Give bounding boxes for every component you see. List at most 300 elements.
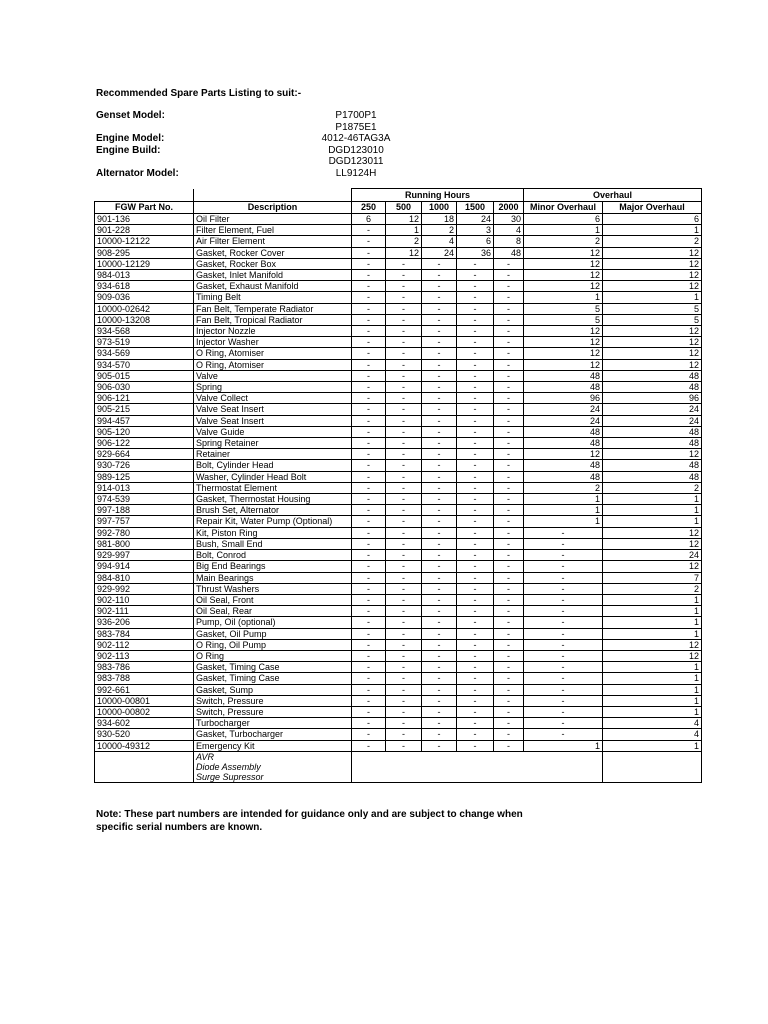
description-cell: Valve Seat Insert	[194, 404, 352, 415]
major-overhaul-cell: 2	[603, 236, 702, 247]
qty-250-cell: -	[352, 650, 386, 661]
part-number-cell: 983-784	[95, 628, 194, 639]
qty-250-cell: -	[352, 729, 386, 740]
major-overhaul-cell: 1	[603, 662, 702, 673]
part-number-cell: 10000-12122	[95, 236, 194, 247]
spare-parts-table	[94, 188, 702, 783]
major-overhaul-cell: 12	[603, 270, 702, 281]
description-cell: Bush, Small End	[194, 538, 352, 549]
hours-header: 1000	[422, 202, 457, 214]
description-cell: Filter Element, Fuel	[194, 225, 352, 236]
empty-cell	[352, 762, 386, 772]
description-cell: Retainer	[194, 449, 352, 460]
qty-250-cell: -	[352, 303, 386, 314]
empty-cell	[524, 772, 603, 783]
meta-value: DGD123011	[328, 156, 384, 167]
qty-1000-cell: -	[422, 527, 457, 538]
qty-250-cell: -	[352, 505, 386, 516]
qty-2000-cell: -	[494, 718, 524, 729]
part-number-cell: 934-618	[95, 281, 194, 292]
qty-250-cell: -	[352, 516, 386, 527]
part-number-cell: 930-520	[95, 729, 194, 740]
major-overhaul-cell: 12	[603, 650, 702, 661]
qty-2000-cell: -	[494, 337, 524, 348]
major-overhaul-cell: 12	[603, 348, 702, 359]
qty-1500-cell: -	[457, 740, 494, 751]
qty-1500-cell: -	[457, 662, 494, 673]
part-number-cell: 906-121	[95, 393, 194, 404]
empty-cell	[386, 762, 422, 772]
description-cell: Turbocharger	[194, 718, 352, 729]
qty-500-cell: -	[386, 684, 422, 695]
qty-1500-cell: -	[457, 393, 494, 404]
qty-1500-cell: -	[457, 572, 494, 583]
part-number-cell: 902-111	[95, 606, 194, 617]
empty-cell	[603, 762, 702, 772]
qty-1000-cell: -	[422, 650, 457, 661]
part-number-cell: 905-015	[95, 370, 194, 381]
qty-1000-cell: -	[422, 359, 457, 370]
qty-2000-cell: -	[494, 617, 524, 628]
part-number-cell: 984-810	[95, 572, 194, 583]
minor-overhaul-cell: -	[524, 684, 603, 695]
qty-2000-cell: -	[494, 583, 524, 594]
minor-overhaul-cell: 2	[524, 236, 603, 247]
description-cell: Valve Collect	[194, 393, 352, 404]
qty-1500-cell: -	[457, 684, 494, 695]
qty-1000-cell: -	[422, 684, 457, 695]
qty-1000-cell: -	[422, 706, 457, 717]
meta-label: Alternator Model:	[96, 167, 179, 179]
qty-500-cell: -	[386, 359, 422, 370]
table-row	[95, 404, 702, 415]
header-blank	[194, 189, 352, 202]
qty-1000-cell: -	[422, 606, 457, 617]
minor-overhaul-cell: 48	[524, 370, 603, 381]
qty-2000-cell: -	[494, 382, 524, 393]
table-row	[95, 639, 702, 650]
qty-250-cell: -	[352, 572, 386, 583]
description-cell: Gasket, Turbocharger	[194, 729, 352, 740]
qty-2000-cell: -	[494, 628, 524, 639]
minor-overhaul-cell: -	[524, 617, 603, 628]
empty-cell	[457, 751, 494, 762]
minor-overhaul-cell: 1	[524, 225, 603, 236]
part-number-cell: 936-206	[95, 617, 194, 628]
model-info	[96, 110, 516, 179]
table-row	[95, 292, 702, 303]
minor-overhaul-cell: 96	[524, 393, 603, 404]
qty-500-cell: 12	[386, 247, 422, 258]
empty-cell	[95, 762, 194, 772]
description-cell: Pump, Oil (optional)	[194, 617, 352, 628]
table-row	[95, 247, 702, 258]
avr-row	[95, 772, 702, 783]
qty-250-cell: -	[352, 527, 386, 538]
description-cell: O Ring, Oil Pump	[194, 639, 352, 650]
qty-250-cell: 6	[352, 214, 386, 225]
minor-overhaul-cell: 1	[524, 505, 603, 516]
qty-2000-cell: -	[494, 561, 524, 572]
meta-row-engine-build-2	[96, 156, 516, 168]
empty-cell	[422, 751, 457, 762]
table-row	[95, 505, 702, 516]
qty-500-cell: -	[386, 348, 422, 359]
major-overhaul-cell: 5	[603, 314, 702, 325]
qty-500-cell: -	[386, 729, 422, 740]
qty-500-cell: -	[386, 370, 422, 381]
qty-500-cell: -	[386, 393, 422, 404]
description-cell: Valve Guide	[194, 426, 352, 437]
part-number-cell: 983-786	[95, 662, 194, 673]
part-number-cell: 997-188	[95, 505, 194, 516]
hours-header: 2000	[494, 202, 524, 214]
qty-1000-cell: -	[422, 270, 457, 281]
qty-1500-cell: -	[457, 505, 494, 516]
qty-2000-cell: -	[494, 438, 524, 449]
qty-1000-cell: -	[422, 404, 457, 415]
qty-2000-cell: -	[494, 258, 524, 269]
table-row	[95, 326, 702, 337]
qty-2000-cell: 4	[494, 225, 524, 236]
qty-500-cell: -	[386, 594, 422, 605]
qty-500-cell: -	[386, 326, 422, 337]
major-overhaul-cell: 48	[603, 460, 702, 471]
minor-overhaul-cell: 48	[524, 382, 603, 393]
qty-250-cell: -	[352, 740, 386, 751]
description-cell: Thrust Washers	[194, 583, 352, 594]
qty-1500-cell: -	[457, 650, 494, 661]
qty-2000-cell: -	[494, 482, 524, 493]
qty-500-cell: -	[386, 706, 422, 717]
qty-500-cell: -	[386, 572, 422, 583]
minor-overhaul-cell: -	[524, 729, 603, 740]
qty-1000-cell: -	[422, 415, 457, 426]
hours-header: 500	[386, 202, 422, 214]
qty-500-cell: 1	[386, 225, 422, 236]
part-number-cell: 914-013	[95, 482, 194, 493]
qty-1000-cell: -	[422, 583, 457, 594]
qty-500-cell: -	[386, 628, 422, 639]
qty-2000-cell: -	[494, 527, 524, 538]
empty-cell	[95, 751, 194, 762]
empty-cell	[422, 772, 457, 783]
table-row	[95, 314, 702, 325]
qty-1500-cell: -	[457, 628, 494, 639]
qty-2000-cell: -	[494, 538, 524, 549]
qty-500-cell: -	[386, 382, 422, 393]
qty-1500-cell: -	[457, 426, 494, 437]
part-number-cell: 974-539	[95, 494, 194, 505]
major-overhaul-cell: 1	[603, 617, 702, 628]
part-number-cell: 902-112	[95, 639, 194, 650]
table-row	[95, 214, 702, 225]
qty-2000-cell: -	[494, 281, 524, 292]
description-cell: O Ring, Atomiser	[194, 348, 352, 359]
description-cell: Emergency Kit	[194, 740, 352, 751]
minor-overhaul-cell: 5	[524, 303, 603, 314]
description-cell: Gasket, Oil Pump	[194, 628, 352, 639]
qty-1000-cell: -	[422, 258, 457, 269]
qty-2000-cell: -	[494, 370, 524, 381]
empty-cell	[352, 772, 386, 783]
qty-500-cell: -	[386, 314, 422, 325]
major-overhaul-cell: 1	[603, 225, 702, 236]
qty-250-cell: -	[352, 236, 386, 247]
qty-250-cell: -	[352, 494, 386, 505]
qty-1000-cell: -	[422, 370, 457, 381]
minor-overhaul-cell: 48	[524, 471, 603, 482]
qty-1500-cell: -	[457, 258, 494, 269]
qty-2000-cell: -	[494, 460, 524, 471]
description-cell: Switch, Pressure	[194, 706, 352, 717]
major-overhaul-cell: 1	[603, 516, 702, 527]
qty-250-cell: -	[352, 292, 386, 303]
description-cell: Bolt, Cylinder Head	[194, 460, 352, 471]
avr-row	[95, 762, 702, 772]
qty-500-cell: -	[386, 527, 422, 538]
qty-2000-cell: -	[494, 695, 524, 706]
qty-1000-cell: -	[422, 438, 457, 449]
major-overhaul-cell: 48	[603, 370, 702, 381]
minor-overhaul-header: Minor Overhaul	[524, 202, 603, 214]
qty-250-cell: -	[352, 594, 386, 605]
description-cell: Repair Kit, Water Pump (Optional)	[194, 516, 352, 527]
qty-1500-cell: -	[457, 337, 494, 348]
qty-2000-cell: -	[494, 516, 524, 527]
empty-cell	[603, 772, 702, 783]
minor-overhaul-cell: -	[524, 550, 603, 561]
major-overhaul-cell: 1	[603, 695, 702, 706]
minor-overhaul-cell: 12	[524, 258, 603, 269]
qty-2000-cell: -	[494, 326, 524, 337]
qty-500-cell: -	[386, 404, 422, 415]
empty-cell	[494, 762, 524, 772]
description-cell: Washer, Cylinder Head Bolt	[194, 471, 352, 482]
qty-2000-cell: -	[494, 415, 524, 426]
description-cell: Gasket, Rocker Box	[194, 258, 352, 269]
qty-250-cell: -	[352, 550, 386, 561]
major-overhaul-cell: 4	[603, 729, 702, 740]
description-cell: Oil Seal, Rear	[194, 606, 352, 617]
description-cell: Injector Nozzle	[194, 326, 352, 337]
part-number-cell: 10000-49312	[95, 740, 194, 751]
qty-2000-cell: -	[494, 650, 524, 661]
qty-250-cell: -	[352, 370, 386, 381]
qty-1000-cell: -	[422, 628, 457, 639]
qty-2000-cell: -	[494, 673, 524, 684]
qty-1500-cell: -	[457, 718, 494, 729]
description-cell: Brush Set, Alternator	[194, 505, 352, 516]
table-row	[95, 370, 702, 381]
qty-2000-cell: -	[494, 404, 524, 415]
table-row	[95, 572, 702, 583]
major-overhaul-cell: 24	[603, 415, 702, 426]
qty-1000-cell: -	[422, 326, 457, 337]
part-number-cell: 983-788	[95, 673, 194, 684]
qty-500-cell: -	[386, 718, 422, 729]
qty-250-cell: -	[352, 684, 386, 695]
qty-2000-cell: -	[494, 449, 524, 460]
qty-1500-cell: -	[457, 527, 494, 538]
part-number-cell: 908-295	[95, 247, 194, 258]
qty-250-cell: -	[352, 718, 386, 729]
qty-1000-cell: -	[422, 393, 457, 404]
qty-1500-cell: -	[457, 482, 494, 493]
qty-500-cell: -	[386, 561, 422, 572]
major-overhaul-cell: 7	[603, 572, 702, 583]
qty-1000-cell: -	[422, 505, 457, 516]
qty-250-cell: -	[352, 404, 386, 415]
guidance-note: Note: These part numbers are intended for guidance only and are subject to change when specific serial numbers are known.	[96, 809, 523, 833]
table-row	[95, 516, 702, 527]
qty-1000-cell: -	[422, 695, 457, 706]
table-row	[95, 225, 702, 236]
description-cell: Oil Filter	[194, 214, 352, 225]
qty-1500-cell: -	[457, 382, 494, 393]
qty-250-cell: -	[352, 482, 386, 493]
major-overhaul-cell: 1	[603, 673, 702, 684]
qty-250-cell: -	[352, 561, 386, 572]
qty-2000-cell: -	[494, 471, 524, 482]
meta-label	[96, 122, 256, 134]
meta-value: P1700P1	[335, 110, 377, 121]
description-header: Description	[194, 202, 352, 214]
description-cell: Spring Retainer	[194, 438, 352, 449]
description-cell: Gasket, Timing Case	[194, 673, 352, 684]
qty-500-cell: -	[386, 639, 422, 650]
qty-2000-cell: -	[494, 572, 524, 583]
qty-500-cell: -	[386, 449, 422, 460]
qty-250-cell: -	[352, 449, 386, 460]
minor-overhaul-cell: 24	[524, 404, 603, 415]
description-cell: Valve	[194, 370, 352, 381]
qty-1500-cell: -	[457, 270, 494, 281]
description-cell: Gasket, Rocker Cover	[194, 247, 352, 258]
qty-1500-cell: 3	[457, 225, 494, 236]
minor-overhaul-cell: 1	[524, 494, 603, 505]
empty-cell	[457, 762, 494, 772]
document-title: Recommended Spare Parts Listing to suit:-	[96, 88, 302, 99]
description-cell: Oil Seal, Front	[194, 594, 352, 605]
part-number-cell: 929-997	[95, 550, 194, 561]
qty-250-cell: -	[352, 225, 386, 236]
table-row	[95, 494, 702, 505]
qty-500-cell: -	[386, 494, 422, 505]
table-row	[95, 449, 702, 460]
qty-1000-cell: -	[422, 471, 457, 482]
qty-1000-cell: -	[422, 550, 457, 561]
qty-2000-cell: -	[494, 505, 524, 516]
table-row	[95, 382, 702, 393]
empty-cell	[457, 772, 494, 783]
table-row	[95, 482, 702, 493]
qty-250-cell: -	[352, 270, 386, 281]
major-overhaul-cell: 48	[603, 471, 702, 482]
table-row	[95, 471, 702, 482]
table-row	[95, 438, 702, 449]
hours-header: 250	[352, 202, 386, 214]
minor-overhaul-cell: 12	[524, 348, 603, 359]
qty-1500-cell: -	[457, 415, 494, 426]
part-number-cell: 929-992	[95, 583, 194, 594]
table-row	[95, 303, 702, 314]
qty-500-cell: -	[386, 438, 422, 449]
qty-500-cell: -	[386, 460, 422, 471]
part-number-header: FGW Part No.	[95, 202, 194, 214]
description-cell: Main Bearings	[194, 572, 352, 583]
qty-2000-cell: -	[494, 426, 524, 437]
qty-250-cell: -	[352, 628, 386, 639]
qty-1000-cell: -	[422, 449, 457, 460]
qty-250-cell: -	[352, 706, 386, 717]
qty-500-cell: -	[386, 471, 422, 482]
qty-500-cell: -	[386, 258, 422, 269]
qty-500-cell: -	[386, 538, 422, 549]
qty-1500-cell: -	[457, 617, 494, 628]
qty-250-cell: -	[352, 471, 386, 482]
qty-1500-cell: -	[457, 303, 494, 314]
empty-cell	[494, 751, 524, 762]
table-row	[95, 415, 702, 426]
description-cell: Spring	[194, 382, 352, 393]
meta-value: DGD123010	[328, 144, 384, 156]
qty-1000-cell: -	[422, 561, 457, 572]
part-number-cell: 992-780	[95, 527, 194, 538]
qty-1500-cell: -	[457, 561, 494, 572]
qty-250-cell: -	[352, 314, 386, 325]
meta-value: P1875E1	[335, 121, 377, 133]
part-number-cell: 929-664	[95, 449, 194, 460]
qty-1500-cell: -	[457, 438, 494, 449]
description-cell: Thermostat Element	[194, 482, 352, 493]
qty-250-cell: -	[352, 538, 386, 549]
table-row	[95, 270, 702, 281]
qty-1500-cell: -	[457, 359, 494, 370]
qty-1000-cell: -	[422, 281, 457, 292]
minor-overhaul-cell: -	[524, 527, 603, 538]
major-overhaul-cell: 48	[603, 382, 702, 393]
qty-1000-cell: 4	[422, 236, 457, 247]
major-overhaul-cell: 1	[603, 706, 702, 717]
empty-cell	[386, 772, 422, 783]
major-overhaul-cell: 4	[603, 718, 702, 729]
qty-500-cell: -	[386, 426, 422, 437]
minor-overhaul-cell: 48	[524, 438, 603, 449]
minor-overhaul-cell: 48	[524, 426, 603, 437]
table-row	[95, 460, 702, 471]
qty-2000-cell: 48	[494, 247, 524, 258]
qty-1500-cell: -	[457, 695, 494, 706]
avr-row	[95, 751, 702, 762]
part-number-cell: 934-569	[95, 348, 194, 359]
qty-500-cell: 12	[386, 214, 422, 225]
qty-1500-cell: 24	[457, 214, 494, 225]
minor-overhaul-cell: 5	[524, 314, 603, 325]
qty-250-cell: -	[352, 617, 386, 628]
major-overhaul-cell: 1	[603, 505, 702, 516]
qty-1000-cell: -	[422, 382, 457, 393]
qty-2000-cell: -	[494, 662, 524, 673]
qty-250-cell: -	[352, 359, 386, 370]
qty-250-cell: -	[352, 695, 386, 706]
qty-1500-cell: -	[457, 706, 494, 717]
qty-250-cell: -	[352, 606, 386, 617]
major-overhaul-cell: 12	[603, 449, 702, 460]
major-overhaul-cell: 12	[603, 247, 702, 258]
qty-2000-cell: -	[494, 270, 524, 281]
part-number-cell: 905-215	[95, 404, 194, 415]
